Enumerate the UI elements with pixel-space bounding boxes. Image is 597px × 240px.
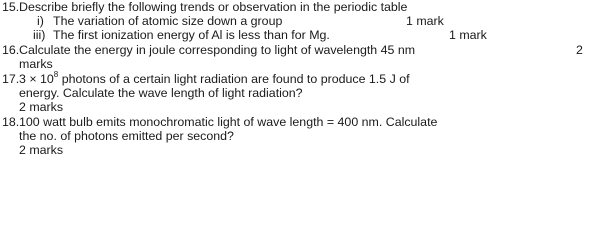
part-label: i) <box>37 14 44 28</box>
question-number: 18. <box>2 115 20 129</box>
question-marks: 2 marks <box>19 143 64 157</box>
question-text-rest: photons of a certain light radiation are found to produce 1.5 J of <box>58 72 410 86</box>
scientific-exponent: 8 <box>53 69 59 79</box>
scientific-base: 3 × 10 <box>19 72 54 86</box>
part-marks: 1 mark <box>449 28 487 42</box>
question-text: 100 watt bulb emits monochromatic light of wave length = 400 nm. Calculate <box>19 115 438 129</box>
part-label: iii) <box>33 28 46 42</box>
question-number: 16. <box>2 43 20 57</box>
question-text-continued: the no. of photons emitted per second? <box>19 129 234 143</box>
part-text: The variation of atomic size down a group <box>53 14 283 28</box>
part-marks: 1 mark <box>406 14 444 28</box>
part-text: The first ionization energy of Al is less than for Mg. <box>53 28 330 42</box>
question-marks-word: marks <box>19 57 53 71</box>
question-number: 15. <box>2 0 20 14</box>
question-text: Calculate the energy in joule corresponding to light of wavelength 45 nm <box>19 43 416 57</box>
question-number: 17. <box>2 72 20 86</box>
question-marks: 2 <box>576 43 583 57</box>
question-text <box>19 69 410 86</box>
question-text: Describe briefly the following trends or observation in the periodic table <box>19 0 408 14</box>
question-text-continued: energy. Calculate the wave length of light radiation? <box>19 86 303 100</box>
question-marks: 2 marks <box>19 100 64 114</box>
